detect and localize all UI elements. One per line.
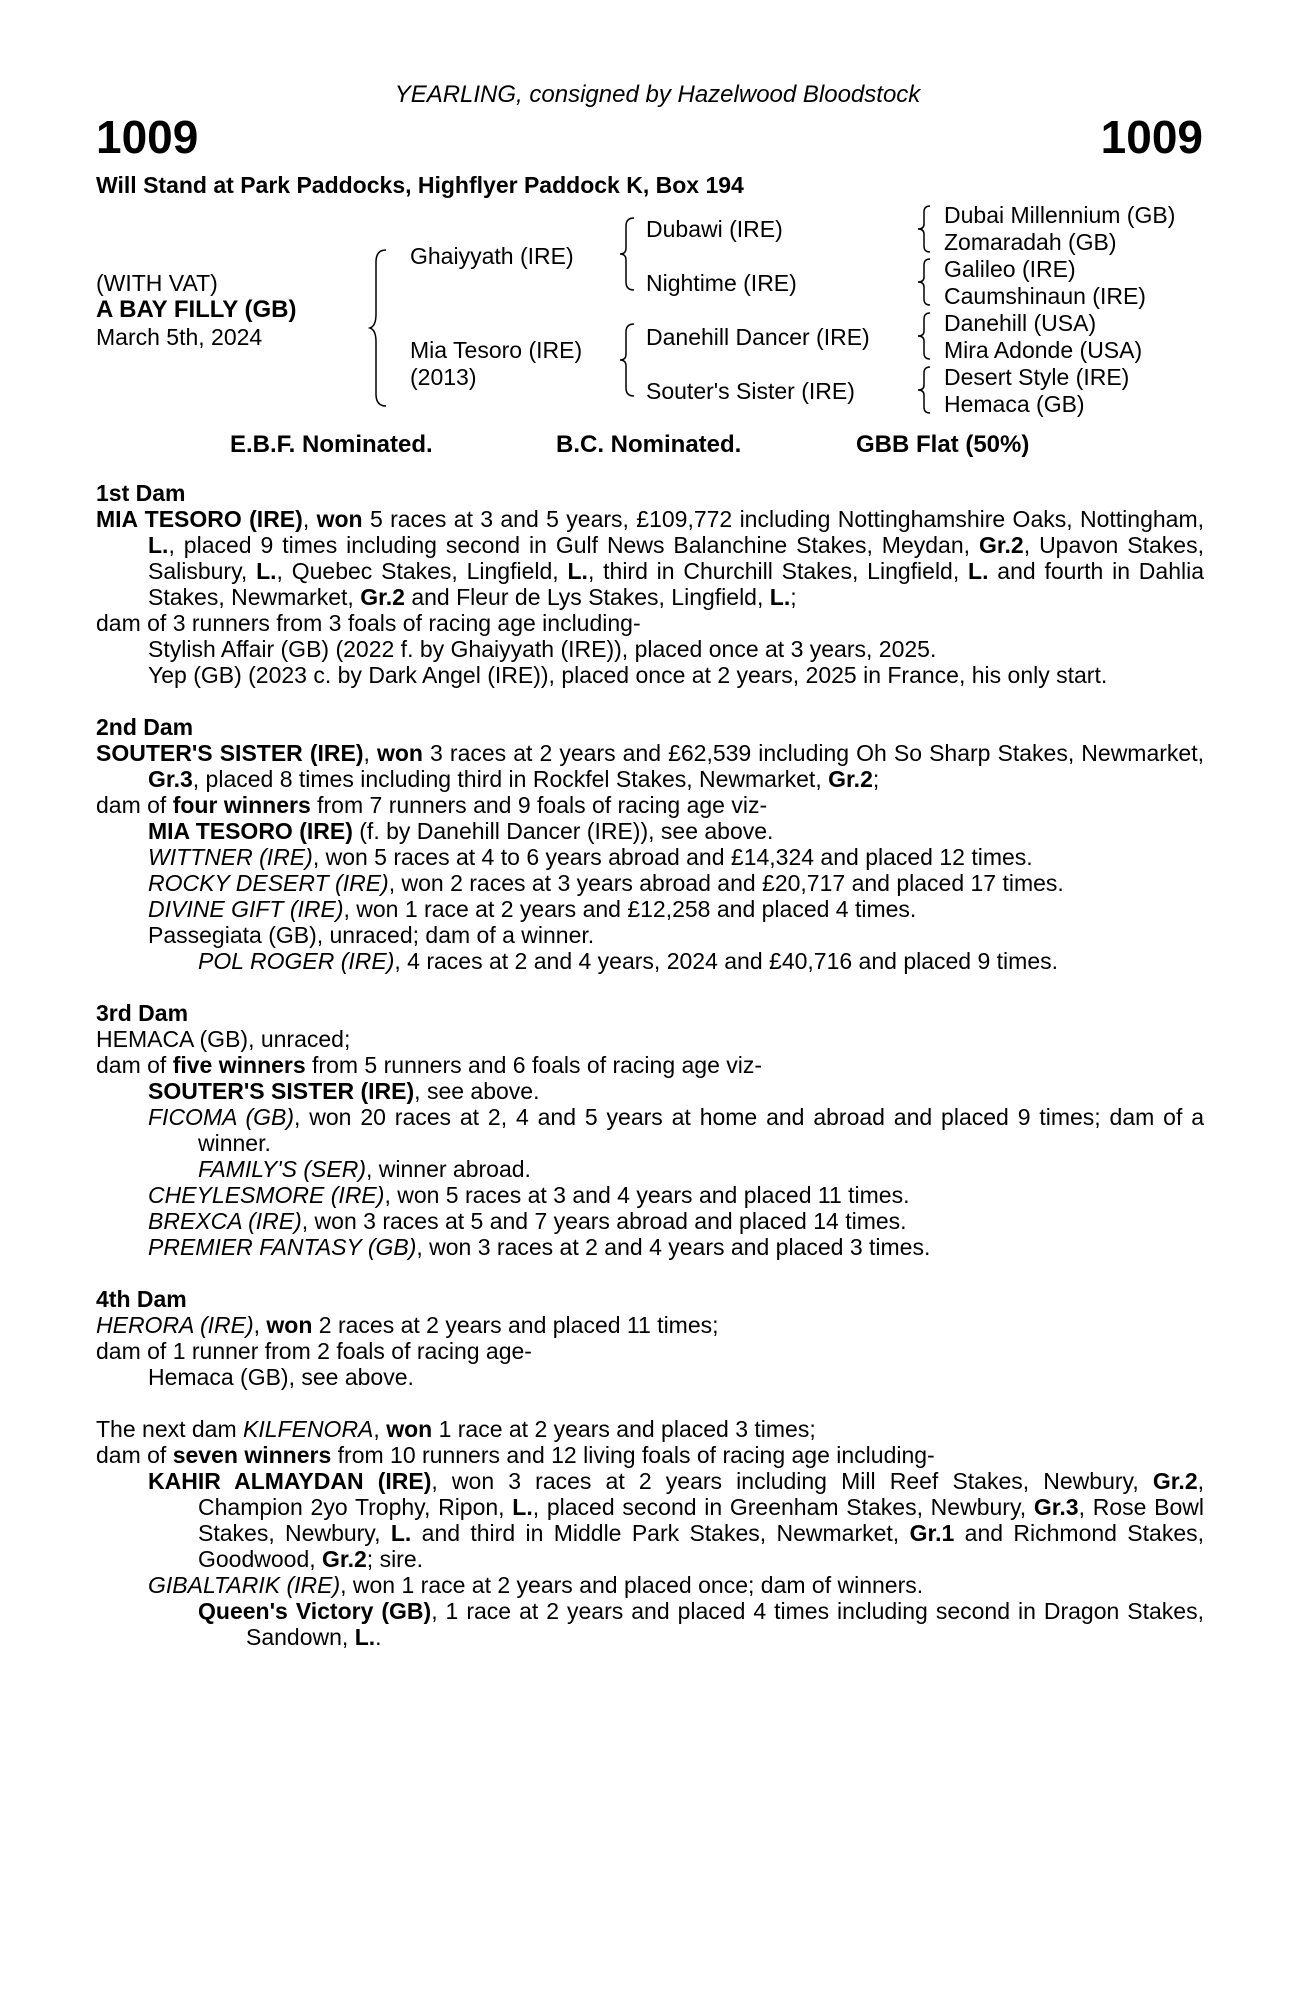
pedigree-brace-g4 [916, 365, 934, 415]
pedigree-g5: Danehill (USA) [944, 310, 1097, 336]
fourth-dam-section [96, 1286, 1204, 1390]
stand-location: Will Stand at Park Paddocks, Highflyer Paddock K, Box 194 [96, 172, 744, 198]
pedigree-dam-dam: Souter's Sister (IRE) [646, 378, 855, 404]
bc-nomination: B.C. Nominated. [556, 431, 742, 458]
pedigree-g8: Hemaca (GB) [944, 391, 1085, 417]
sale-title: YEARLING, consigned by Hazelwood Bloodstock [394, 81, 921, 108]
next-dam-section [96, 1416, 1204, 1650]
produce-item: PREMIER FANTASY (GB), won 3 races at 2 and 4 years and placed 3 times. [148, 1234, 931, 1260]
horse-name: A BAY FILLY (GB) [96, 296, 297, 323]
first-dam-produce-summary: dam of 3 runners from 3 foals of racing age including- [96, 610, 641, 636]
produce-item: Passegiata (GB), unraced; dam of a winner. [148, 922, 595, 948]
first-dam-record: MIA TESORO (IRE), won 5 races at 3 and 5 years, £109,772 including Nottinghamshire Oaks, Nottingham, L., placed 9 times including second in Gulf News Balanchine Stakes, Meydan, Gr.2, Upavon Stakes, Salisbury, L., Quebec Stakes, Lingfield, L., third in Churchill Stakes, Lingfield, L. and fourth in Dahlia Stakes, Newmarket, Gr.2 and Fleur de Lys Stakes, Lingfield, L.; [96, 506, 1205, 610]
grand-produce-item: Queen's Victory (GB), 1 race at 2 years and placed 4 times including second in Dragon Stakes, Sandown, L.. [198, 1598, 1204, 1650]
vat-note: (WITH VAT) [96, 270, 218, 296]
produce-item: MIA TESORO (IRE) (f. by Danehill Dancer (IRE)), see above. [148, 818, 774, 844]
first-dam-title: 1st Dam [96, 480, 186, 506]
produce-item: BREXCA (IRE), won 3 races at 5 and 7 years abroad and placed 14 times. [148, 1208, 907, 1234]
produce-item: Hemaca (GB), see above. [148, 1364, 414, 1390]
pedigree-g7: Desert Style (IRE) [944, 364, 1130, 390]
third-dam-produce-summary: dam of five winners from 5 runners and 6 foals of racing age viz- [96, 1052, 763, 1078]
next-dam-produce-summary: dam of seven winners from 10 runners and 12 living foals of racing age including- [96, 1442, 935, 1468]
pedigree-dam: Mia Tesoro (IRE) [410, 337, 583, 363]
pedigree-sire-sire: Dubawi (IRE) [646, 216, 783, 242]
pedigree-brace-g2 [916, 257, 934, 307]
produce-item: CHEYLESMORE (IRE), won 5 races at 3 and 4 years and placed 11 times. [148, 1182, 910, 1208]
pedigree-brace-sire [618, 216, 638, 292]
pedigree-brace-main [368, 248, 390, 408]
dam-name: MIA TESORO (IRE) [96, 506, 303, 532]
produce-item: Yep (GB) (2023 c. by Dark Angel (IRE)), placed once at 2 years, 2025 in France, his only start. [148, 662, 1108, 688]
second-dam-record: SOUTER'S SISTER (IRE), won 3 races at 2 years and £62,539 including Oh So Sharp Stakes, Newmarket, Gr.3, placed 8 times including third in Rockfel Stakes, Newmarket, Gr.2; [96, 740, 1204, 792]
pedigree-dam-year: (2013) [410, 364, 477, 390]
second-dam-title: 2nd Dam [96, 714, 194, 740]
produce-item: SOUTER'S SISTER (IRE), see above. [148, 1078, 540, 1104]
pedigree-g1: Dubai Millennium (GB) [944, 202, 1176, 228]
produce-item: FICOMA (GB), won 20 races at 2, 4 and 5 years at home and abroad and placed 9 times; dam of a winner. [148, 1104, 1205, 1156]
produce-item: ROCKY DESERT (IRE), won 2 races at 3 years abroad and £20,717 and placed 17 times. [148, 870, 1064, 896]
gbb-flat: GBB Flat (50%) [856, 431, 1030, 458]
catalogue-body [96, 480, 1204, 1676]
lot-number-left: 1009 [96, 111, 199, 163]
pedigree-dam-sire: Danehill Dancer (IRE) [646, 324, 870, 350]
produce-item: WITTNER (IRE), won 5 races at 4 to 6 years abroad and £14,324 and placed 12 times. [148, 844, 1033, 870]
pedigree-brace-g1 [916, 204, 934, 254]
pedigree-sire-dam: Nightime (IRE) [646, 270, 797, 296]
pedigree-brace-dam [618, 322, 638, 398]
foaling-date: March 5th, 2024 [96, 324, 263, 350]
pedigree-g3: Galileo (IRE) [944, 256, 1076, 282]
next-dam-record: The next dam KILFENORA, won 1 race at 2 years and placed 3 times; [96, 1416, 816, 1442]
lot-number-right: 1009 [1100, 111, 1203, 163]
third-dam-record: HEMACA (GB), unraced; [96, 1026, 351, 1052]
produce-item: KAHIR ALMAYDAN (IRE), won 3 races at 2 years including Mill Reef Stakes, Newbury, Gr.2, Champion 2yo Trophy, Ripon, L., placed second in Greenham Stakes, Newbury, Gr.3, Rose Bowl Stakes, Newbury, L. and third in Middle Park Stakes, Newmarket, Gr.1 and Richmond Stakes, Goodwood, Gr.2; sire. [148, 1468, 1205, 1572]
pedigree-g6: Mira Adonde (USA) [944, 337, 1143, 363]
pedigree-brace-g3 [916, 311, 934, 361]
produce-item: DIVINE GIFT (IRE), won 1 race at 2 years and £12,258 and placed 4 times. [148, 896, 917, 922]
pedigree-g4: Caumshinaun (IRE) [944, 283, 1146, 309]
pedigree-sire: Ghaiyyath (IRE) [410, 243, 574, 269]
second-dam-section [96, 714, 1204, 974]
grand-produce-item: POL ROGER (IRE), 4 races at 2 and 4 years, 2024 and £40,716 and placed 9 times. [198, 948, 1059, 974]
third-dam-section [96, 1000, 1204, 1260]
pedigree-g2: Zomaradah (GB) [944, 229, 1117, 255]
second-dam-produce-summary: dam of four winners from 7 runners and 9 foals of racing age viz- [96, 792, 768, 818]
produce-item: Stylish Affair (GB) (2022 f. by Ghaiyyath (IRE)), placed once at 3 years, 2025. [148, 636, 937, 662]
fourth-dam-title: 4th Dam [96, 1286, 187, 1312]
first-dam-section [96, 480, 1204, 688]
third-dam-title: 3rd Dam [96, 1000, 189, 1026]
fourth-dam-record: HERORA (IRE), won 2 races at 2 years and placed 11 times; [96, 1312, 719, 1338]
fourth-dam-produce-summary: dam of 1 runner from 2 foals of racing age- [96, 1338, 532, 1364]
produce-item: GIBALTARIK (IRE), won 1 race at 2 years and placed once; dam of winners. [148, 1572, 924, 1598]
grand-produce-item: FAMILY'S (SER), winner abroad. [198, 1156, 531, 1182]
ebf-nomination: E.B.F. Nominated. [230, 431, 433, 458]
